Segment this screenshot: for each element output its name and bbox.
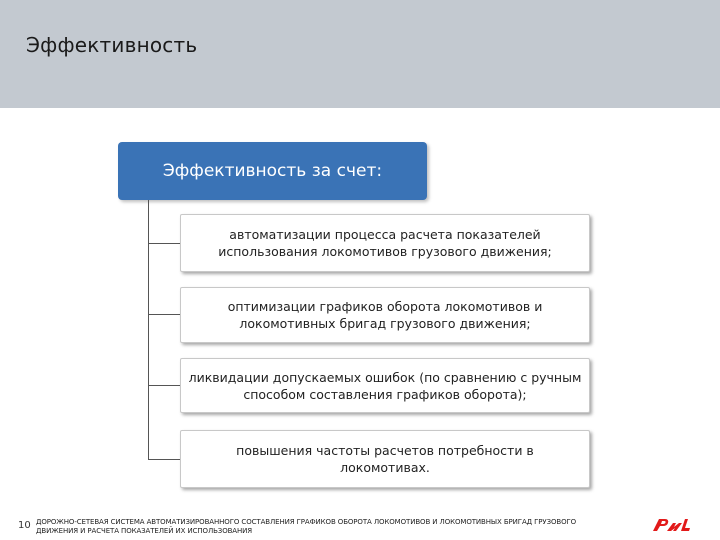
diagram-connector-4 [148, 459, 180, 460]
diagram-connector-vertical [148, 200, 149, 459]
diagram-item-label: ликвидации допускаемых ошибок (по сравнению с ручным способом составления графиков оборота); [188, 369, 582, 402]
diagram-item-label: автоматизации процесса расчета показателей использования локомотивов грузового движения; [218, 227, 552, 259]
rzd-logo-icon [650, 513, 694, 535]
slide-header [0, 0, 720, 108]
diagram-item-2 [180, 287, 590, 343]
diagram-item-label: оптимизации графиков оборота локомотивов и локомотивных бригад грузового движения; [227, 299, 543, 331]
diagram-connector-2 [148, 314, 180, 315]
diagram-connector-1 [148, 243, 180, 244]
diagram-connector-3 [148, 385, 180, 386]
diagram-item-label: повышения частоты расчетов потребности в локомотивах. [236, 443, 534, 475]
footer-caption: ДОРОЖНО-СЕТЕВАЯ СИСТЕМА АВТОМАТИЗИРОВАННОГО СОСТАВЛЕНИЯ ГРАФИКОВ ОБОРОТА ЛОКОМОТИВОВ И ЛОКОМОТИВНЫХ БРИГАД ГРУЗОВОГО ДВИЖЕНИЯ И РАСЧЕТА ПОКАЗАТЕЛЕЙ ИХ ИСПОЛЬЗОВАНИЯ [36, 518, 577, 535]
diagram-item-4 [180, 430, 590, 488]
diagram-item-3 [180, 358, 590, 413]
diagram-item-1 [180, 214, 590, 272]
diagram-root-label: Эффективность за счет: [162, 161, 383, 181]
diagram-root-box [118, 142, 427, 200]
slide-title: Эффективность [26, 33, 198, 57]
page-number: 10 [18, 520, 31, 531]
